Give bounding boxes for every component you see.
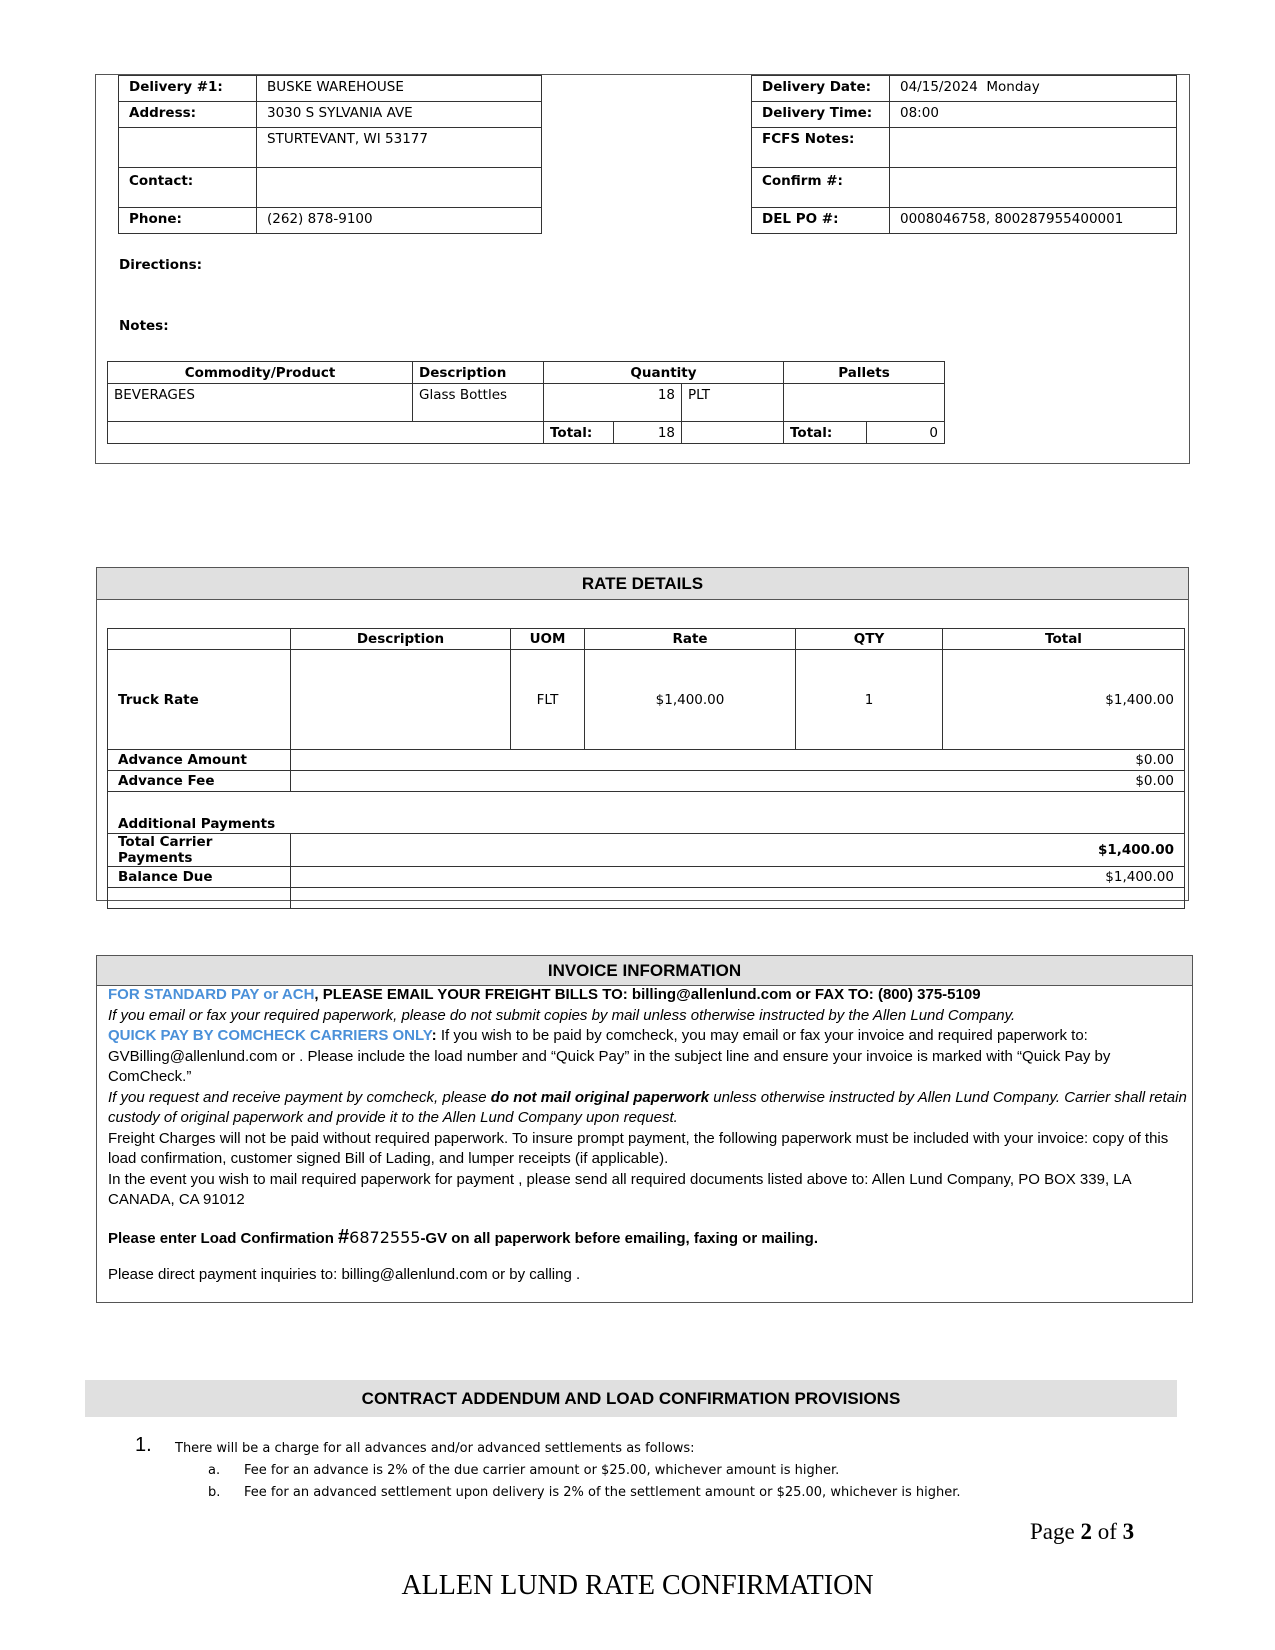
invoice-comcheck-note bbox=[108, 1088, 1188, 1129]
invoice-inquiries-line: Please direct payment inquiries to: billing@allenlund.com or by calling . bbox=[108, 1266, 581, 1283]
comcheck-note-a: If you request and receive payment by comcheck, please bbox=[108, 1088, 491, 1106]
invoice-freight-charges-note: Freight Charges will not be paid without required paperwork. To insure prompt payment, the following paperwork must be included with your invoice: copy of this load confirmation, customer signed Bill of Lading, and lumper receipts (if applicable). bbox=[108, 1129, 1169, 1167]
fcfs-label: FCFS Notes: bbox=[752, 128, 890, 168]
commodity-header-row bbox=[108, 362, 945, 384]
delivery-name: BUSKE WAREHOUSE bbox=[257, 76, 542, 102]
advance-amount-label: Advance Amount bbox=[108, 750, 291, 771]
delivery-time-row bbox=[752, 102, 1177, 128]
commodity-row bbox=[108, 384, 945, 422]
notes-label: Notes: bbox=[119, 318, 169, 334]
contract-item-1-number: 1. bbox=[135, 1434, 152, 1456]
address-line2: STURTEVANT, WI 53177 bbox=[257, 128, 542, 168]
load-confirmation-hash: # bbox=[338, 1225, 350, 1248]
quantity-header: Quantity bbox=[544, 362, 784, 384]
advance-fee-row bbox=[108, 771, 1185, 792]
invoice-standard-pay-line bbox=[108, 985, 1188, 1006]
rate-header-blank bbox=[108, 629, 291, 650]
invoice-mail-address-note: In the event you wish to mail required paperwork for payment , please send all required documents listed above to: Allen Lund Company, PO BOX 339, LA CANADA, CA 91012 bbox=[108, 1170, 1131, 1208]
standard-pay-text: , PLEASE EMAIL YOUR FREIGHT BILLS TO: billing@allenlund.com or FAX TO: (800) 375-5109 bbox=[314, 986, 981, 1003]
invoice-title: INVOICE INFORMATION bbox=[97, 956, 1192, 986]
address-line1: 3030 S SYLVANIA AVE bbox=[257, 102, 542, 128]
delivery-time-value: 08:00 bbox=[890, 102, 1177, 128]
balance-due-label: Balance Due bbox=[108, 867, 291, 888]
pallets-total-label: Total: bbox=[784, 422, 867, 444]
load-confirmation-a: Please enter Load Confirmation bbox=[108, 1229, 339, 1247]
total-carrier-payments-label: Total Carrier Payments bbox=[108, 834, 291, 867]
rate-details-title: RATE DETAILS bbox=[97, 568, 1188, 600]
fcfs-row bbox=[752, 128, 1177, 168]
phone-label: Phone: bbox=[119, 208, 257, 234]
load-confirmation-b: -GV on all paperwork before emailing, faxing or mailing. bbox=[420, 1229, 819, 1247]
rate-header-rate: Rate bbox=[585, 629, 796, 650]
advance-fee-value: $0.00 bbox=[291, 771, 1185, 792]
commodity-product: BEVERAGES bbox=[108, 384, 413, 422]
page-current: 2 bbox=[1080, 1519, 1092, 1544]
pallets-header: Pallets bbox=[784, 362, 945, 384]
rate-empty-cell bbox=[291, 888, 1185, 909]
confirm-value bbox=[890, 168, 1177, 208]
contract-title: CONTRACT ADDENDUM AND LOAD CONFIRMATION PROVISIONS bbox=[85, 1380, 1177, 1417]
footer-title: ALLEN LUND RATE CONFIRMATION bbox=[401, 1570, 874, 1601]
commodity-total-row bbox=[108, 422, 945, 444]
contract-item-1b-letter: b. bbox=[208, 1485, 221, 1500]
truck-rate-row bbox=[108, 650, 1185, 750]
quick-pay-text: If you wish to be paid by comcheck, you may email or fax your invoice and required paperwork to: GVBilling@allenlund.com or . Please include the load number and “Quick Pay” in the subject line and ensure your invoice is marked with “Quick Pay by ComCheck.” bbox=[108, 1027, 1111, 1085]
commodity-description: Glass Bottles bbox=[413, 384, 544, 422]
commodity-table bbox=[107, 361, 945, 444]
fcfs-value bbox=[890, 128, 1177, 168]
invoice-body bbox=[108, 985, 1188, 1286]
delivery-right-table bbox=[751, 75, 1177, 234]
page-of: of bbox=[1091, 1519, 1123, 1544]
balance-due-row bbox=[108, 867, 1185, 888]
load-confirmation-number: 6872555 bbox=[349, 1227, 421, 1247]
balance-due-value: $1,400.00 bbox=[291, 867, 1185, 888]
truck-rate-rate: $1,400.00 bbox=[585, 650, 796, 750]
delivery-left-table bbox=[118, 75, 542, 234]
commodity-header: Commodity/Product bbox=[108, 362, 413, 384]
rate-header-row bbox=[108, 629, 1185, 650]
standard-pay-heading: FOR STANDARD PAY or ACH bbox=[108, 986, 315, 1003]
del-po-value: 0008046758, 800287955400001 bbox=[890, 208, 1177, 234]
contract-item-1a-letter: a. bbox=[208, 1463, 221, 1478]
directions-label: Directions: bbox=[119, 257, 203, 273]
commodity-unit: PLT bbox=[682, 384, 784, 422]
invoice-quick-pay-line bbox=[108, 1026, 1188, 1088]
advance-amount-value: $0.00 bbox=[291, 750, 1185, 771]
truck-rate-description bbox=[291, 650, 511, 750]
truck-rate-qty: 1 bbox=[796, 650, 943, 750]
delivery-date-row bbox=[752, 76, 1177, 102]
rate-header-description: Description bbox=[291, 629, 511, 650]
rate-header-total: Total bbox=[943, 629, 1185, 650]
additional-payments-row bbox=[108, 792, 1185, 834]
contact-label: Contact: bbox=[119, 168, 257, 208]
delivery-label: Delivery #1: bbox=[119, 76, 257, 102]
pallets-total-value: 0 bbox=[867, 422, 945, 444]
contract-item-1a-text: Fee for an advance is 2% of the due carrier amount or $25.00, whichever amount is higher. bbox=[244, 1463, 840, 1478]
page-total: 3 bbox=[1122, 1519, 1135, 1544]
contract-item-1-text: There will be a charge for all advances and/or advanced settlements as follows: bbox=[175, 1441, 695, 1456]
contract-item-1b-text: Fee for an advanced settlement upon delivery is 2% of the settlement amount or $25.00, whichever is higher. bbox=[244, 1485, 961, 1500]
rate-empty-row bbox=[108, 888, 1185, 909]
commodity-pallets bbox=[784, 384, 945, 422]
delivery-date-value: 04/15/2024 Monday bbox=[890, 76, 1177, 102]
address-row bbox=[119, 102, 542, 128]
page-prefix: Page bbox=[1030, 1519, 1081, 1544]
delivery-row bbox=[119, 76, 542, 102]
invoice-load-confirmation-line bbox=[108, 1227, 1188, 1250]
quantity-total-label: Total: bbox=[544, 422, 614, 444]
quantity-total-unit bbox=[682, 422, 784, 444]
comcheck-note-b: unless otherwise instructed by Allen Lund Company. Carrier shall retain custody of original paperwork and provide it to the Allen Lund Company upon request. bbox=[108, 1088, 1187, 1126]
del-po-label: DEL PO #: bbox=[752, 208, 890, 234]
rate-table bbox=[107, 628, 1185, 909]
description-header: Description bbox=[413, 362, 544, 384]
address-row-2 bbox=[119, 128, 542, 168]
total-carrier-payments-value: $1,400.00 bbox=[291, 834, 1185, 867]
delivery-time-label: Delivery Time: bbox=[752, 102, 890, 128]
rate-header-uom: UOM bbox=[511, 629, 585, 650]
commodity-total-spacer bbox=[108, 422, 544, 444]
quantity-total-value: 18 bbox=[614, 422, 682, 444]
truck-rate-uom: FLT bbox=[511, 650, 585, 750]
advance-amount-row bbox=[108, 750, 1185, 771]
delivery-date-label: Delivery Date: bbox=[752, 76, 890, 102]
rate-empty-cell bbox=[108, 888, 291, 909]
phone-value: (262) 878-9100 bbox=[257, 208, 542, 234]
advance-fee-label: Advance Fee bbox=[108, 771, 291, 792]
truck-rate-label: Truck Rate bbox=[108, 650, 291, 750]
contact-row bbox=[119, 168, 542, 208]
confirm-label: Confirm #: bbox=[752, 168, 890, 208]
del-po-row bbox=[752, 208, 1177, 234]
confirm-row bbox=[752, 168, 1177, 208]
quick-pay-heading: QUICK PAY BY COMCHECK CARRIERS ONLY bbox=[108, 1027, 432, 1044]
page-number bbox=[1030, 1519, 1134, 1545]
address-blank-label bbox=[119, 128, 257, 168]
quick-pay-colon: : bbox=[431, 1027, 437, 1044]
address-label: Address: bbox=[119, 102, 257, 128]
additional-payments-label: Additional Payments bbox=[108, 792, 1185, 834]
phone-row bbox=[119, 208, 542, 234]
truck-rate-total: $1,400.00 bbox=[943, 650, 1185, 750]
total-carrier-payments-row bbox=[108, 834, 1185, 867]
comcheck-note-bold: do not mail original paperwork bbox=[490, 1088, 710, 1106]
contact-value bbox=[257, 168, 542, 208]
rate-header-qty: QTY bbox=[796, 629, 943, 650]
commodity-quantity: 18 bbox=[544, 384, 682, 422]
invoice-email-note: If you email or fax your required paperwork, please do not submit copies by mail unless otherwise instructed by the Allen Lund Company. bbox=[108, 1006, 1016, 1024]
